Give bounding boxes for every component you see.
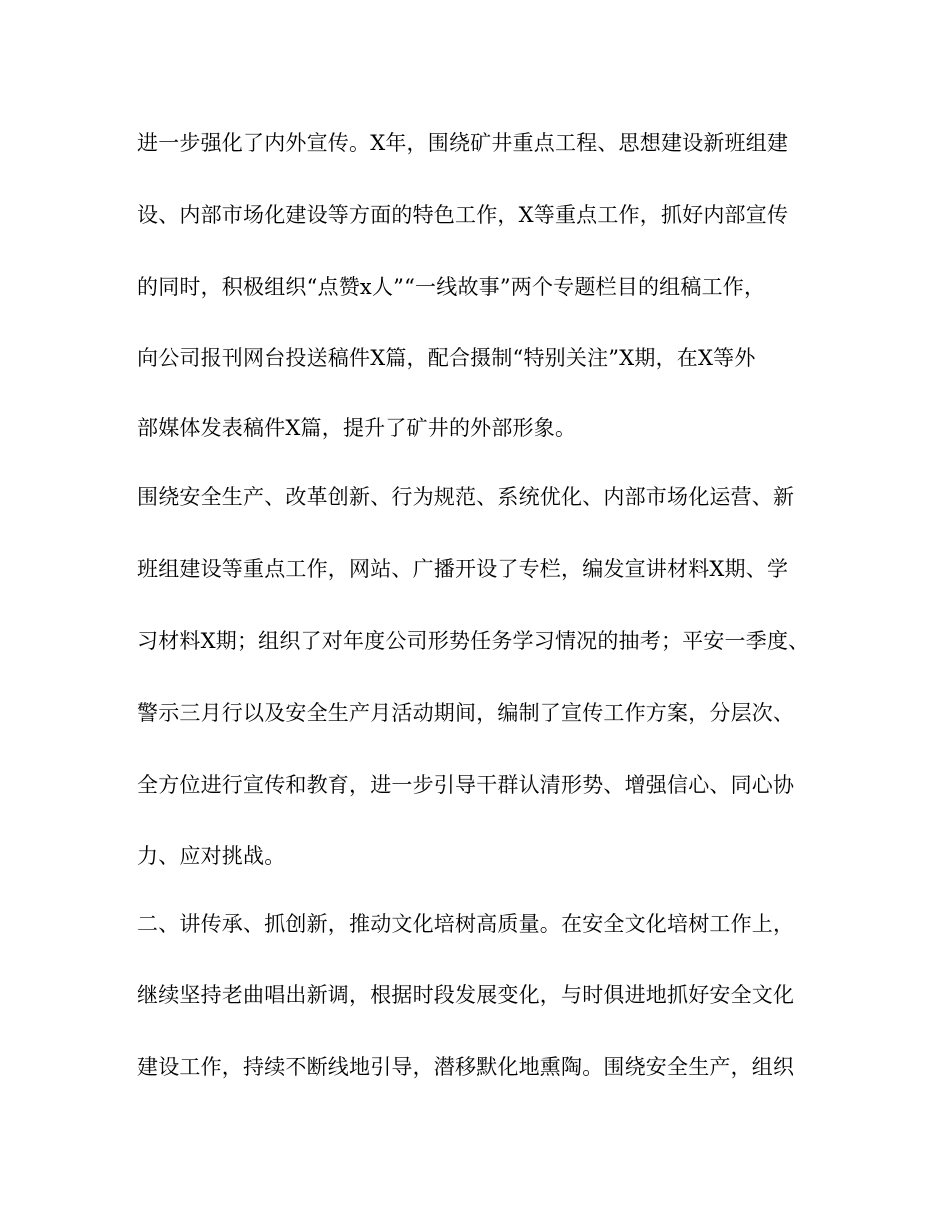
text-line: 班组建设等重点工作，网站、广播开设了专栏，编发宣讲材料X期、学 — [137, 557, 789, 581]
text-line: 二、讲传承、抓创新，推动文化培树高质量。在安全文化培树工作上， — [137, 912, 795, 936]
text-line: 继续坚持老曲唱出新调，根据时段发展变化，与时俱进地抓好安全文化 — [137, 983, 795, 1007]
text-line: 部媒体发表稿件X篇，提升了矿井的外部形象。 — [137, 416, 577, 440]
text-line: 设、内部市场化建设等方面的特色工作，X等重点工作，抓好内部宣传 — [137, 203, 789, 227]
text-line: 警示三月行以及安全生产月活动期间，编制了宣传工作方案，分层次、 — [137, 701, 795, 725]
text-line: 建设工作，持续不断线地引导，潜移默化地熏陶。围绕安全生产，组织 — [137, 1055, 795, 1079]
text-line: 围绕安全生产、改革创新、行为规范、系统优化、内部市场化运营、新 — [137, 485, 795, 509]
text-line: 全方位进行宣传和教育，进一步引导干群认清形势、增强信心、同心协 — [137, 773, 795, 797]
text-line: 向公司报刊网台投送稿件X篇，配合摄制“特别关注”X期，在X等外 — [137, 346, 756, 370]
text-line: 的同时，积极组织“点赞x人”“一线故事”两个专题栏目的组稿工作， — [137, 275, 766, 299]
text-line: 习材料X期；组织了对年度公司形势任务学习情况的抽考；平安一季度、 — [137, 629, 810, 653]
text-line: 力、应对挑战。 — [137, 844, 286, 868]
text-line: 进一步强化了内外宣传。X年，围绕矿井重点工程、思想建设新班组建 — [137, 131, 789, 155]
